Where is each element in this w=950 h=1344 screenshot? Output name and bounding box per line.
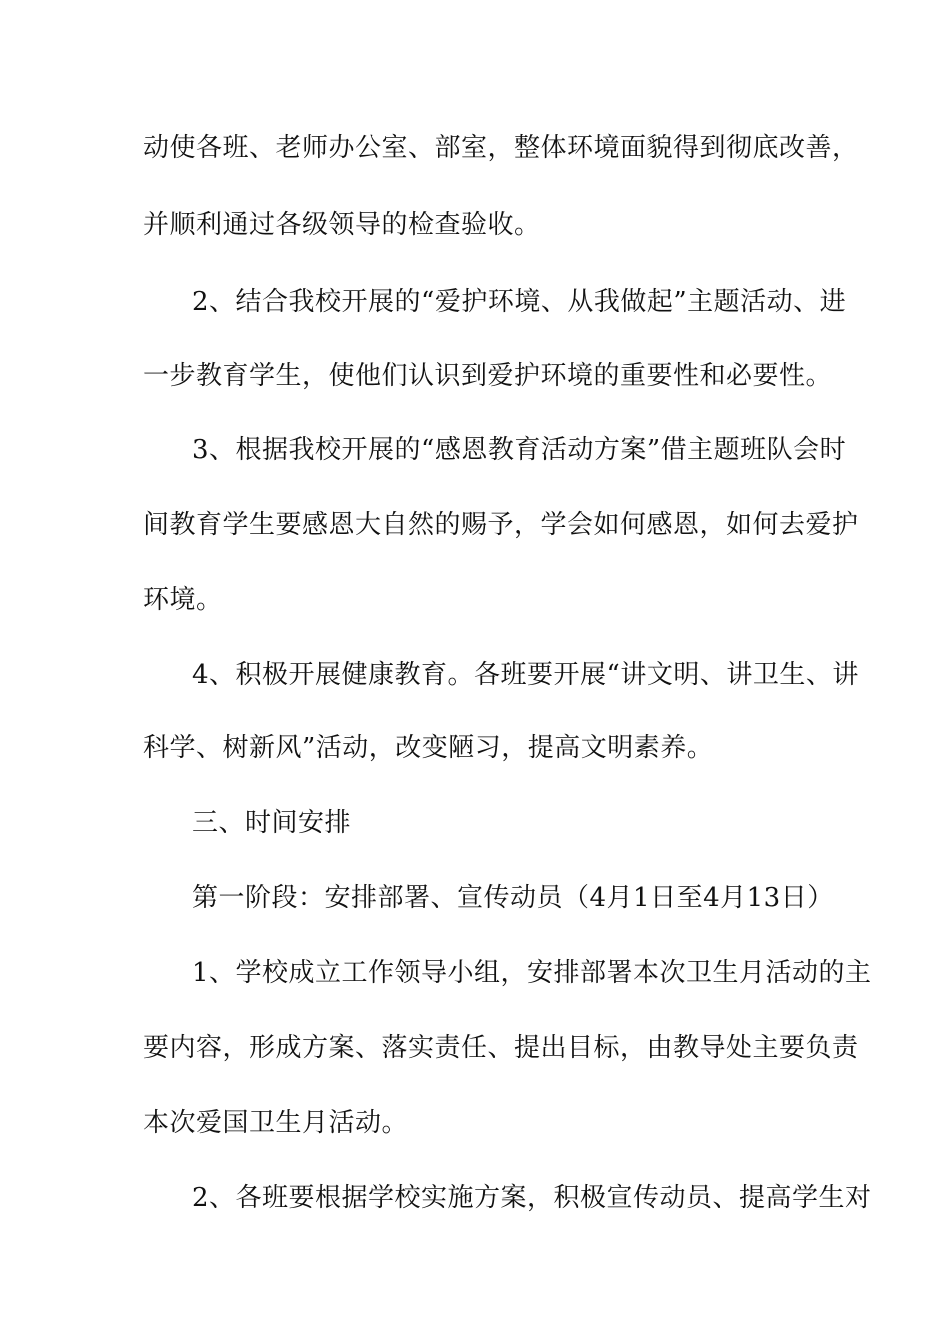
paragraph-line: 一步教育学生，使他们认识到爱护环境的重要性和必要性。: [143, 361, 833, 391]
paragraph-line: 本次爱国卫生月活动。: [143, 1108, 409, 1138]
section-heading: 三、时间安排: [192, 808, 352, 838]
paragraph-line: 2、各班要根据学校实施方案，积极宣传动员、提高学生对: [192, 1183, 872, 1213]
paragraph-line: 动使各班、老师办公室、部室，整体环境面貌得到彻底改善，: [143, 133, 859, 163]
stage-heading: 第一阶段：安排部署、宣传动员（4月1日至4月13日）: [192, 883, 834, 913]
paragraph-line: 要内容，形成方案、落实责任、提出目标，由教导处主要负责: [143, 1033, 859, 1063]
paragraph-line: 并顺利通过各级领导的检查验收。: [143, 210, 541, 240]
paragraph-line: 1、学校成立工作领导小组，安排部署本次卫生月活动的主: [192, 958, 872, 988]
paragraph-line: 4、积极开展健康教育。各班要开展“讲文明、讲卫生、讲: [192, 660, 859, 690]
paragraph-line: 环境。: [143, 585, 223, 615]
paragraph-line: 2、结合我校开展的“爱护环境、从我做起”主题活动、进: [192, 287, 847, 317]
paragraph-line: 间教育学生要感恩大自然的赐予，学会如何感恩，如何去爱护: [143, 510, 859, 540]
paragraph-line: 3、根据我校开展的“感恩教育活动方案”借主题班队会时: [192, 435, 847, 465]
paragraph-line: 科学、树新风”活动，改变陋习，提高文明素养。: [143, 733, 714, 763]
